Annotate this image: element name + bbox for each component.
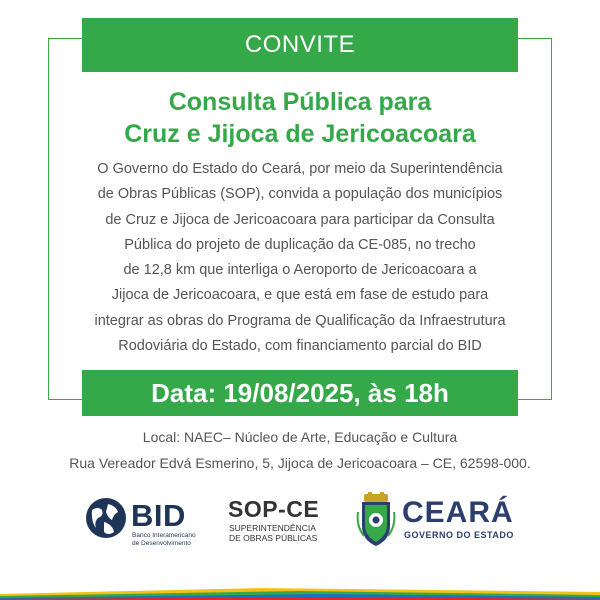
event-address: Rua Vereador Edvá Esmerino, 5, Jijoca de Jericoacoara – CE, 62598-000. [69, 455, 531, 471]
footer-stripes [0, 588, 600, 600]
date-banner [82, 370, 518, 416]
sop-logo [228, 492, 328, 552]
bid-name: BID [131, 498, 186, 533]
body-line: de Obras Públicas (SOP), convida a população dos municípios [97, 186, 503, 203]
ceara-name: CEARÁ [402, 496, 514, 529]
body-line: Jijoca de Jericoacoara, e que está em fase de estudo para [111, 287, 489, 304]
body-line: Rodoviária do Estado, com financiamento parcial do BID [118, 338, 482, 355]
bid-subtitle-2: de Desenvolvimento [132, 540, 191, 547]
ceara-logo [356, 492, 526, 552]
body-line: de 12,8 km que interliga o Aeroporto de Jericoacoara a [123, 262, 477, 279]
bid-subtitle-1: Banco Interamericano [132, 532, 196, 539]
globe-icon [84, 496, 128, 540]
body-line: integrar as obras do Programa de Qualificação da Infraestrutura [94, 312, 506, 329]
sop-subtitle-1: SUPERINTENDÊNCIA [229, 523, 316, 533]
bid-subtitle [132, 532, 222, 548]
sop-subtitle-2: DE OBRAS PÚBLICAS [229, 533, 318, 543]
page-title-line-2: Cruz e Jijoca de Jericoacoara [124, 120, 476, 148]
page-title-line-1: Consulta Pública para [168, 88, 432, 116]
sop-subtitle [229, 523, 329, 543]
bid-logo [84, 492, 224, 552]
body-line: de Cruz e Jijoca de Jericoacoara para participar da Consulta [105, 211, 495, 228]
invitation-body [60, 157, 540, 359]
body-line: Pública do projeto de duplicação da CE-085, no trecho [124, 236, 476, 253]
event-venue: Local: NAEC– Núcleo de Arte, Educação e Cultura [142, 429, 458, 445]
sop-name: SOP-CE [228, 496, 320, 522]
event-date: Data: 19/08/2025, às 18h [151, 377, 449, 408]
body-line: O Governo do Estado do Ceará, por meio da Superintendência [97, 161, 503, 177]
state-crest-icon [356, 492, 396, 548]
invite-banner [82, 18, 518, 72]
invite-label: CONVITE [244, 31, 356, 58]
ceara-subtitle: GOVERNO DO ESTADO [404, 530, 514, 540]
